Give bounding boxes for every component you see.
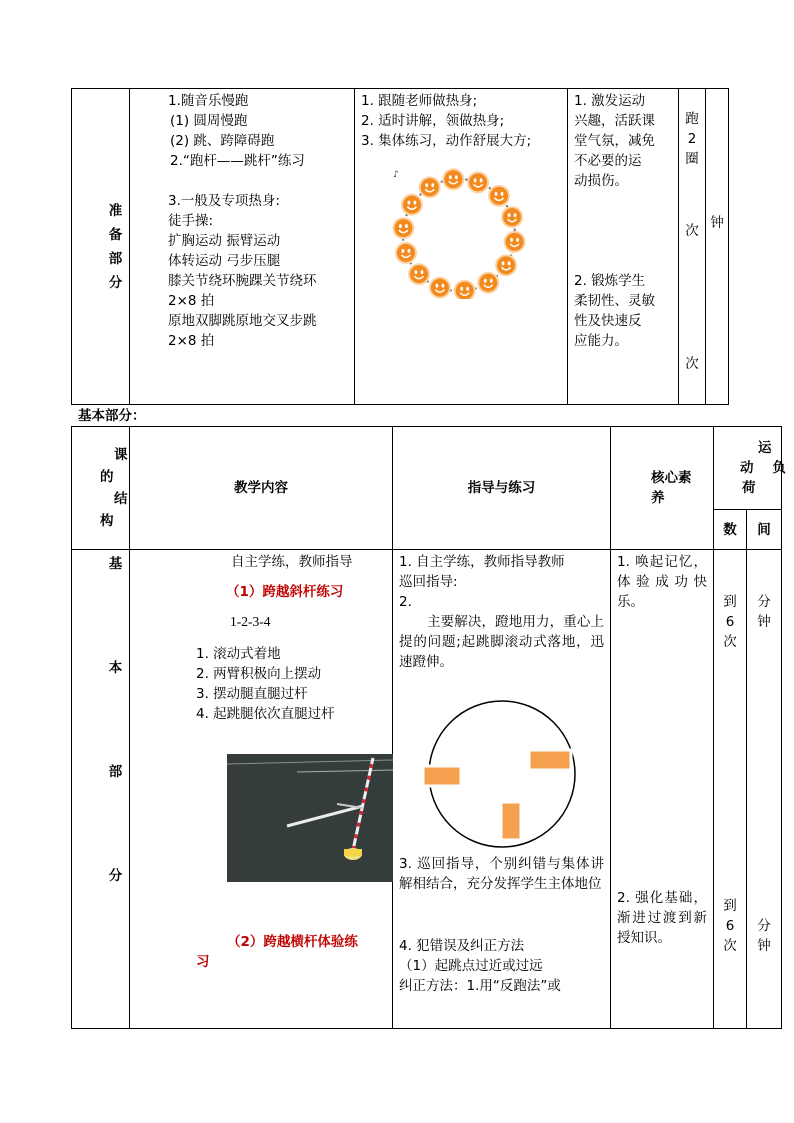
prep-load-char: 2 <box>687 131 697 147</box>
basic-char: 分 <box>108 868 123 884</box>
smiley-face-icon <box>477 272 499 294</box>
header-structure <box>72 427 130 550</box>
prep-load-char: 跑 <box>685 111 699 127</box>
time-char: 分 <box>757 594 771 610</box>
smiley-face-icon <box>501 206 523 228</box>
guide-step4a: （1）起跳点过近或过远 <box>399 958 543 974</box>
basic-load-count <box>714 550 747 1029</box>
rhythm-count: 1-2-3-4 <box>230 614 271 629</box>
prep-goal-line: 兴趣，活跃课 <box>574 113 655 129</box>
item2-title: （2）跨越横杆体验练 <box>227 934 358 950</box>
prep-line: 1.随音乐慢跑 <box>168 93 249 109</box>
prep-line: 2.“跑杆——跳杆”练习 <box>170 153 305 169</box>
header-time: 间 <box>747 510 782 550</box>
prep-guide-line: 1. 跟随老师做热身; <box>361 93 478 109</box>
smiley-face-icon <box>429 277 451 299</box>
header-core <box>611 427 714 550</box>
prep-line: 体转运动 弓步压腿 <box>168 253 281 269</box>
prep-line: 原地双脚跳原地交叉步跳 <box>168 313 317 329</box>
prep-line: 2×8 拍 <box>168 293 215 309</box>
count-char: 6 <box>725 614 735 630</box>
basic-char: 部 <box>108 764 123 780</box>
prep-section-label <box>72 89 130 405</box>
prep-load-char: 次 <box>685 223 699 239</box>
circle-run-diagram <box>399 698 599 848</box>
step-item: 4. 起跳腿依次直腿过杆 <box>196 706 335 722</box>
prep-load-time <box>706 89 729 405</box>
prep-goals <box>568 89 679 405</box>
prep-load-char: 圈 <box>685 151 699 167</box>
header-char: 课 <box>114 447 128 463</box>
smiley-circle-diagram <box>355 149 555 299</box>
prep-content <box>130 89 355 405</box>
prep-char: 备 <box>108 226 123 243</box>
header-char: 构 <box>100 513 114 529</box>
prep-goal-line: 堂气氛，减免 <box>574 133 655 149</box>
guide-line: 1. 自主学练，教师指导教师 <box>399 554 565 570</box>
smiley-face-icon <box>442 168 464 190</box>
prep-goal-line: 应能力。 <box>574 333 628 349</box>
guide-point: 主要解决，蹬地用力，重心上提的问题;起跳脚滚动式落地，迅速蹬伸。 <box>399 614 604 670</box>
time-char: 钟 <box>757 614 771 630</box>
prep-guidance <box>355 89 568 405</box>
prep-goal-line: 动损伤。 <box>574 173 628 189</box>
smiley-face-icon <box>467 171 489 193</box>
guide-step3: 3. 巡回指导，个别纠错与集体讲解相结合，充分发挥学生主体地位 <box>399 856 604 892</box>
count-char: 到 <box>723 594 737 610</box>
header-core-line: 养 <box>651 490 665 506</box>
count-char: 次 <box>723 634 737 650</box>
guide-line: 巡回指导: <box>399 574 458 590</box>
guide-line: 2. <box>399 594 412 610</box>
slant-bar-photo <box>227 754 393 882</box>
prep-load-count <box>679 89 706 405</box>
prep-line: (1) 圆周慢跑 <box>170 113 248 129</box>
basic-char: 基 <box>108 556 123 572</box>
smiley-face-icon <box>495 254 517 276</box>
step-item: 3. 摆动腿直腿过杆 <box>196 686 308 702</box>
prep-char: 准 <box>108 202 123 219</box>
header-content: 教学内容 <box>130 427 393 550</box>
item1-title: （1）跨越斜杆练习 <box>226 584 344 600</box>
prep-line: 徒手操: <box>168 213 214 229</box>
header-load-char: 运 <box>758 440 772 456</box>
prep-goal-line: 2. 锻炼学生 <box>574 273 646 289</box>
basic-load-time <box>747 550 782 1029</box>
smiley-face-icon <box>488 185 510 207</box>
svg-text:♪: ♪ <box>393 170 399 180</box>
prep-char: 部 <box>108 250 123 267</box>
guide-step4b: 纠正方法：1.用“反跑法”或 <box>399 978 561 994</box>
basic-content <box>130 550 393 1029</box>
smiley-face-icon <box>395 242 417 264</box>
prep-goal-line <box>574 191 672 211</box>
prep-line: (2) 跳、跨障碍跑 <box>170 133 275 149</box>
prep-line: 2×8 拍 <box>168 333 215 349</box>
basic-section-heading: 基本部分： <box>78 408 146 424</box>
guide-step4: 4. 犯错误及纠正方法 <box>399 938 525 954</box>
prep-guide-line: 3. 集体练习，动作舒展大方; <box>361 133 532 149</box>
prep-load-char: 次 <box>685 356 699 372</box>
basic-guidance <box>393 550 611 1029</box>
item2-title-cont: 习 <box>196 954 210 970</box>
smiley-face-icon <box>419 176 441 198</box>
smiley-face-icon <box>454 280 476 299</box>
prep-load-char: 钟 <box>710 215 724 231</box>
step-item: 1. 滚动式着地 <box>196 646 281 662</box>
prep-line: 膝关节绕环腕踝关节绕环 <box>168 273 317 289</box>
smiley-face-icon <box>504 231 526 253</box>
count-char: 到 <box>723 898 737 914</box>
prep-goal-line <box>574 211 672 231</box>
prep-goal-line <box>574 231 672 251</box>
prep-line: 扩胸运动 振臂运动 <box>168 233 281 249</box>
header-guidance: 指导与练习 <box>393 427 611 550</box>
header-load-char: 动 负 <box>740 460 786 476</box>
header-load-char: 荷 <box>742 480 756 496</box>
basic-intro: 自主学练，教师指导 <box>231 554 353 570</box>
header-char: 的 <box>100 469 114 485</box>
prep-char: 分 <box>108 274 123 291</box>
count-char: 次 <box>723 938 737 954</box>
header-char: 结 <box>114 491 128 507</box>
smiley-face-icon <box>401 194 423 216</box>
prep-table <box>71 88 729 405</box>
core-goal-2: 2. 强化基础，渐进过渡到新授知识。 <box>617 890 707 946</box>
step-item: 2. 两臂积极向上摆动 <box>196 666 322 682</box>
prep-goal-line: 柔韧性、灵敏 <box>574 293 655 309</box>
basic-char: 本 <box>108 660 123 676</box>
prep-goal-line: 不必要的运 <box>574 153 642 169</box>
smiley-face-icon <box>408 263 430 285</box>
prep-line <box>168 171 354 191</box>
header-core-line: 核心素 <box>651 470 692 486</box>
header-load <box>714 427 786 510</box>
basic-table <box>71 426 786 1029</box>
header-count: 数 <box>714 510 747 550</box>
core-goal-1: 1. 唤起记忆，体验成功快乐。 <box>617 554 707 610</box>
prep-guide-line: 2. 适时讲解，领做热身; <box>361 113 505 129</box>
time-char: 分 <box>757 918 771 934</box>
basic-section-label <box>72 550 130 1029</box>
basic-core <box>611 550 714 1029</box>
time-char: 钟 <box>757 938 771 954</box>
prep-goal-line <box>574 251 672 271</box>
prep-goal-line: 1. 激发运动 <box>574 93 646 109</box>
prep-goal-line: 性及快速反 <box>574 313 642 329</box>
smiley-face-icon <box>392 217 414 239</box>
prep-line: 3.一般及专项热身: <box>168 193 280 209</box>
count-char: 6 <box>725 918 735 934</box>
